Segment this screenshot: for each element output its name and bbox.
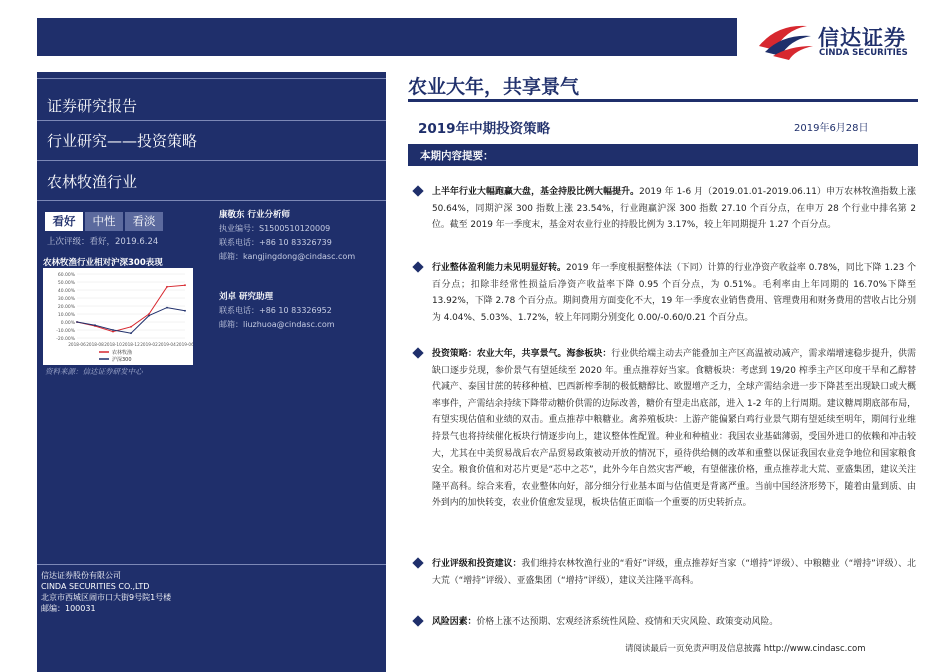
data-point	[112, 329, 114, 331]
data-point	[130, 332, 132, 334]
y-tick-label: 50.00%	[57, 281, 75, 286]
top-banner	[37, 18, 737, 56]
bullet-body: 行业供给端主动去产能叠加主产区高温被动减产，需求端增速稳步提升，供需缺口逐步兑现，参价景气有望延续至 2020 年。重点推荐好当家。食糖板块：考虑到 19/20 榨季主产区印度干旱和乙醇替代减产、泰国甘蔗的转移种植、巴西新榨季制的极低糖醇比、欧盟增产乏力，全球产需结余进一步下降甚至出现缺口或大概率事件，产需结余持续下降带动糖价供需的边际改善，糖价有望走出底部，进入 1-2 年的上行周期。建议糖周期底部布局，有望实现估值和业绩的双击。重点推荐中粮糖业。禽养殖板块：上游产能偏紧白鸡行业景气期有望延续至明年，期间行业维持景气也将持续催化板块行情逐步向上，建议整体性配置。种业和种植业：我国农业基础薄弱，受国外进口的依赖和冲击较大，尤其在中美贸易战后农产品贸易政策被动开放的情况下，亟待供给侧的改革和重整以保证我国农业竞争地位和国家粮食安全。粮食价值和对芯片更是“芯中之芯”，此外今年自然灾害严峻，有望催涨价格，重点推荐北大荒、亚盛集团，建议关注隆平高科。综合来看，农业整体向好，部分细分行业基本面与估值更是背离严重。当前中国经济形势下，随着由量到质、由外到内的加快转变，农业价值愈发显现，板块估值正面临一个重要的历史转折点。	[432, 349, 917, 509]
divider	[37, 78, 386, 79]
divider	[37, 564, 386, 565]
diamond-bullet-icon	[412, 557, 423, 568]
analyst-email[interactable]: 邮箱：kangjingdong@cindasc.com	[219, 252, 356, 261]
data-point	[130, 326, 132, 328]
y-tick-label: -10.00%	[56, 329, 75, 334]
performance-chart	[43, 268, 193, 365]
brand-logo	[755, 16, 925, 64]
series-line-1	[77, 308, 185, 334]
data-point	[148, 313, 150, 315]
bullet-body: 价格上涨不达预期、宏观经济系统性风险、疫情和天灾风险、政策变动风险。	[476, 617, 779, 627]
analyst-2	[219, 290, 335, 332]
analyst-id: 执业编号：S1500510120009	[219, 224, 331, 233]
y-tick-label: 30.00%	[57, 297, 75, 302]
company-name-en: CINDA SECURITIES CO.,LTD	[41, 582, 150, 591]
company-name-cn: 信达证券股份有限公司	[41, 571, 121, 580]
divider	[37, 200, 386, 201]
analyst-phone: 联系电话：+86 10 83326739	[219, 238, 332, 247]
bullet-body: 2019 年一季度根据整体法（下同）计算的行业净资产收益率 0.78%，同比下降 1.23 个百分点；扣除非经常性损益后净资产收益率下降 0.95 个百分点，为 0.51%。毛利率由上年同期的 16.70%下降至 13.92%，下降 2.78 个百分点。期间费用方面变化不大，19 年一季度农业销售费用、管理费用和财务费用的营收占比分别为 4.04%、5.03%、1.72%，较上年同期分别变化 0.00/-0.60/0.21 个百分点。	[432, 263, 916, 323]
legend-label: 沪深300	[112, 357, 132, 363]
analyst-phone: 联系电话：+86 10 83326952	[219, 306, 332, 315]
x-tick-label: 2018-10	[104, 342, 122, 347]
company-address-block	[41, 570, 171, 614]
divider	[37, 120, 386, 121]
bullet-body: 2019 年 1-6 月（2019.01.01-2019.06.11）申万农林牧渔指数上涨 50.64%，同期沪深 300 指数上涨 23.54%，行业跑赢沪深 300 指数 27.10 个百分点，在申万 28 个行业中排名第 2 位。截至 2019 年一季度末，基金对农业行业的持股比例为 3.17%，较上年同期提升 1.27 个百分点。	[432, 187, 916, 231]
data-point	[148, 315, 150, 317]
chart-title: 农林牧渔行业相对沪深300表现	[43, 258, 163, 268]
company-address: 北京市西城区闹市口大街9号院1号楼	[41, 593, 172, 602]
data-point	[94, 324, 96, 326]
data-point	[112, 331, 114, 333]
report-date: 2019年6月28日	[794, 123, 869, 134]
bullet-heading: 风险因素：	[432, 617, 477, 627]
y-tick-label: 20.00%	[57, 305, 75, 310]
report-subtitle: 2019年中期投资策略	[418, 121, 551, 137]
bullet-body: 我们维持农林牧渔行业的“看好”评级，重点推荐好当家（“增持”评级）、中粮糖业（“增持”评级）、北大荒（“增持”评级）、亚盛集团（“增持”评级），建议关注隆平高科。	[432, 559, 916, 586]
report-type: 证券研究报告	[47, 97, 138, 115]
brand-name-en: CINDA SECURITIES	[819, 48, 908, 58]
industry-name: 农林牧渔行业	[47, 173, 138, 191]
diamond-bullet-icon	[412, 347, 423, 358]
section-header	[408, 144, 918, 166]
x-tick-label: 2018-06	[68, 342, 86, 347]
y-tick-label: 10.00%	[57, 313, 75, 318]
rating-bearish: 看淡	[125, 212, 163, 231]
analyst-name: 康敬东 行业分析师	[219, 210, 290, 220]
section-title: 本期内容提要：	[420, 150, 494, 162]
y-tick-label: -20.00%	[56, 337, 75, 342]
rating-neutral: 中性	[85, 212, 123, 231]
bullet-heading: 投资策略：农业大年，共享景气。海参板块：	[432, 349, 612, 359]
x-tick-label: 2019-06	[176, 342, 193, 347]
data-point	[184, 310, 186, 312]
analyst-email[interactable]: 邮箱：liuzhuoa@cindasc.com	[219, 320, 335, 329]
diamond-bullet-icon	[412, 615, 423, 626]
y-tick-label: 60.00%	[57, 273, 75, 278]
x-tick-label: 2019-04	[158, 342, 176, 347]
y-tick-label: 40.00%	[57, 289, 75, 294]
bullet-heading: 行业整体盈利能力未见明显好转。	[432, 263, 566, 273]
data-point	[76, 321, 78, 323]
company-postcode: 邮编：100031	[41, 604, 96, 613]
data-point	[184, 284, 186, 286]
data-point	[166, 286, 168, 288]
left-sidebar	[37, 72, 386, 672]
x-tick-label: 2018-12	[122, 342, 140, 347]
bullet-heading: 上半年行业大幅跑赢大盘，基金持股比例大幅提升。	[432, 187, 640, 197]
rating-good: 看好	[45, 212, 83, 231]
page-title: 农业大年，共享景气	[408, 76, 580, 98]
y-tick-label: 0.00%	[60, 321, 75, 326]
last-rating: 上次评级：看好，2019.6.24	[47, 237, 159, 247]
footer-disclaimer[interactable]: 请阅读最后一页免责声明及信息披露 http://www.cindasc.com	[625, 644, 866, 654]
chart-svg	[43, 268, 193, 365]
legend-label: 农林牧渔	[112, 350, 133, 356]
rating-selector	[45, 212, 165, 231]
title-rule	[408, 99, 918, 102]
brand-name-cn: 信达证券	[818, 26, 906, 50]
divider	[37, 160, 386, 161]
analyst-1	[219, 208, 355, 264]
bullet-heading: 行业评级和投资建议：	[432, 559, 522, 569]
analyst-name: 刘卓 研究助理	[219, 292, 273, 302]
logo-swoosh-icon	[755, 16, 815, 60]
x-tick-label: 2018-08	[86, 342, 104, 347]
x-tick-label: 2019-02	[140, 342, 158, 347]
diamond-bullet-icon	[412, 261, 423, 272]
chart-source: 资料来源：信达证券研发中心	[45, 367, 143, 376]
data-point	[166, 307, 168, 309]
report-category: 行业研究——投资策略	[47, 132, 198, 150]
diamond-bullet-icon	[412, 185, 423, 196]
